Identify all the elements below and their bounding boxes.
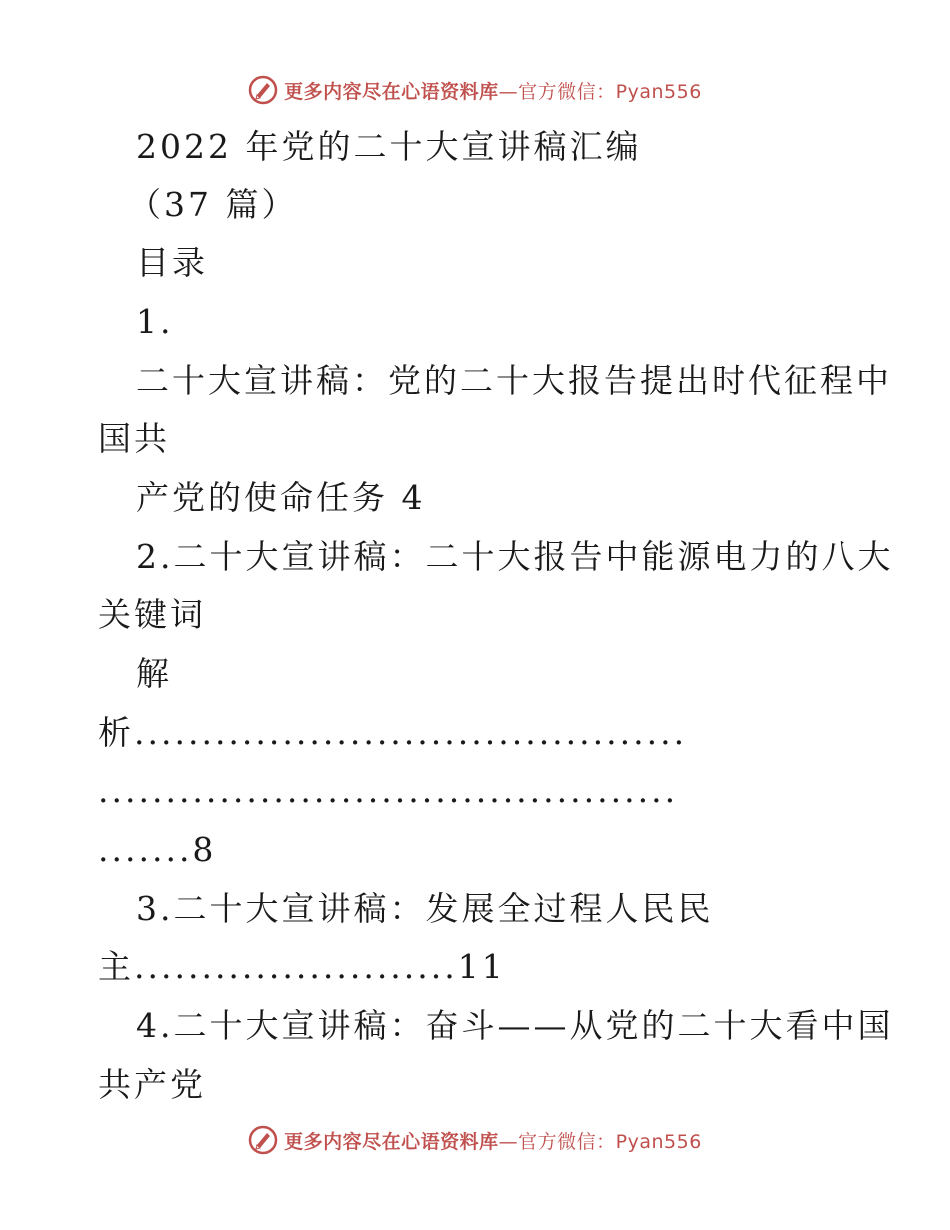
header-contact: —官方微信：Pyan556	[498, 80, 702, 103]
toc-entry-1-number: 1.	[136, 302, 174, 341]
toc-entry-1-line-3: 产党的使命任务 4	[136, 478, 426, 517]
toc-entry-1-line-2: 国共	[98, 419, 170, 458]
toc-entry-3-line-1: 3.二十大宣讲稿：发展全过程人民民	[136, 889, 714, 928]
header-brand: 更多内容尽在心语资料库	[284, 80, 499, 103]
toc-entry-2-line-4: 析.........................................	[98, 713, 688, 752]
toc-entry-2-line-2: 关键词	[98, 595, 206, 634]
document-subtitle: （37 篇）	[128, 185, 298, 224]
footer-banner-text	[284, 1127, 702, 1154]
toc-entry-4-line-2: 共产党	[98, 1065, 206, 1104]
toc-entry-2-line-6: .......8	[98, 830, 217, 869]
document-title: 2022 年党的二十大宣讲稿汇编	[136, 127, 642, 166]
toc-entry-3-line-2: 主........................11	[98, 947, 506, 986]
header-banner-text	[284, 77, 702, 104]
toc-entry-4-line-1: 4.二十大宣讲稿：奋斗——从党的二十大看中国	[136, 1006, 894, 1045]
footer-brand: 更多内容尽在心语资料库	[284, 1130, 499, 1153]
toc-entry-2-line-3: 解	[136, 654, 172, 693]
toc-entry-2-line-1: 2.二十大宣讲稿：二十大报告中能源电力的八大	[136, 537, 894, 576]
footer-banner	[0, 1120, 950, 1160]
pen-logo-icon	[248, 75, 278, 105]
footer-contact: —官方微信：Pyan556	[498, 1130, 702, 1153]
toc-entry-2-line-5: ...........................................	[98, 771, 679, 810]
pen-logo-icon	[248, 1125, 278, 1155]
header-banner	[0, 70, 950, 110]
toc-heading: 目录	[136, 243, 208, 282]
toc-entry-1-line-1: 二十大宣讲稿：党的二十大报告提出时代征程中	[136, 361, 892, 400]
